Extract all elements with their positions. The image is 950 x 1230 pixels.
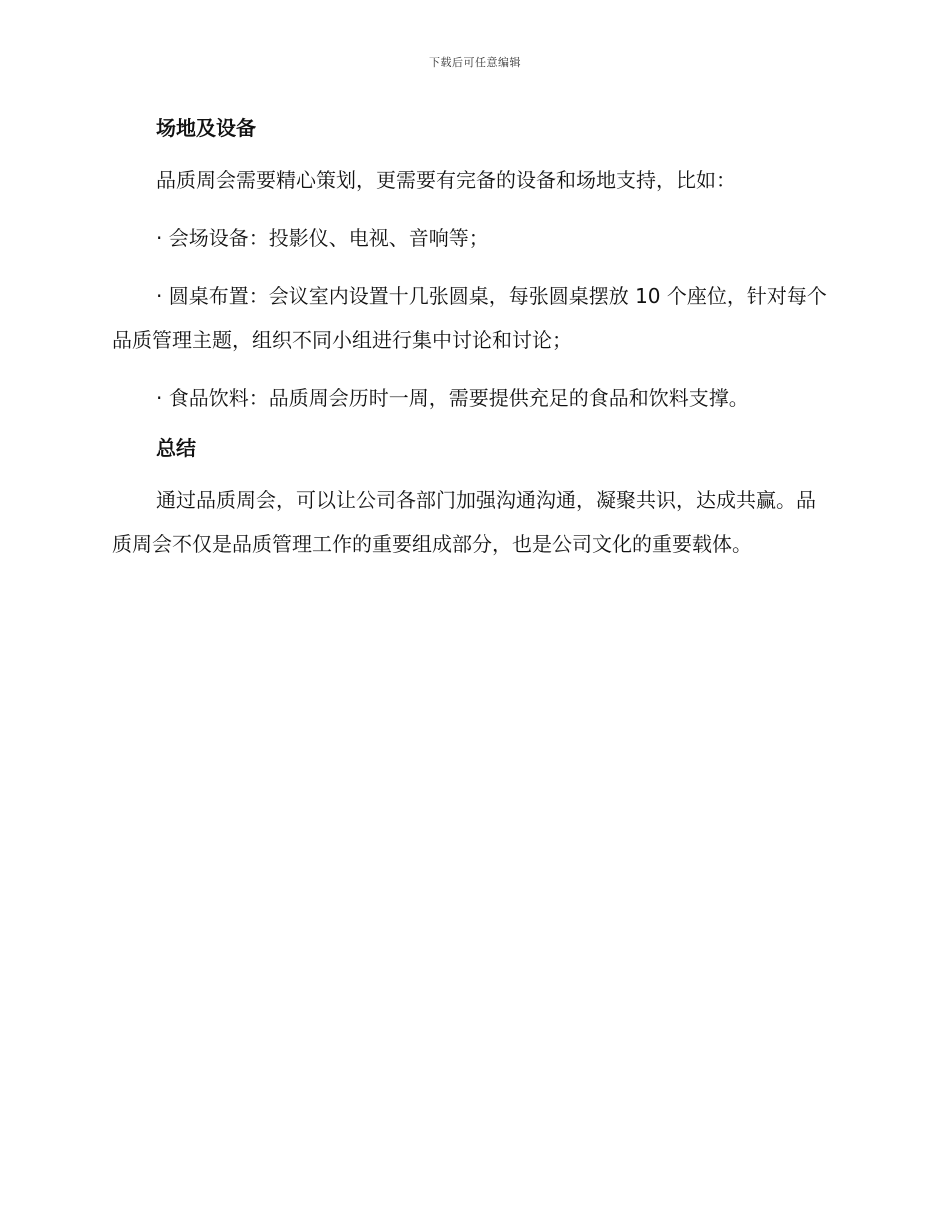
summary-paragraph: 通过品质周会，可以让公司各部门加强沟通沟通，凝聚共识，达成共赢。品质周会不仅是品质管理工作的重要组成部分，也是公司文化的重要载体。 <box>112 488 816 556</box>
section-heading-venue: 场地及设备 <box>156 116 256 140</box>
venue-item-food: · 食品饮料：品质周会历时一周，需要提供充足的食品和饮料支撑。 <box>156 386 749 410</box>
venue-intro-paragraph: 品质周会需要精心策划，更需要有完备的设备和场地支持，比如： <box>156 168 736 192</box>
venue-item-tables: · 圆桌布置：会议室内设置十几张圆桌，每张圆桌摆放 10 个座位，针对每个品质管理主题，组织不同小组进行集中讨论和讨论； <box>112 284 827 352</box>
document-body <box>112 112 832 566</box>
header-note: 下载后可任意编辑 <box>429 56 521 69</box>
section-heading-summary: 总结 <box>156 436 196 460</box>
venue-item-equipment: · 会场设备：投影仪、电视、音响等； <box>156 226 489 250</box>
